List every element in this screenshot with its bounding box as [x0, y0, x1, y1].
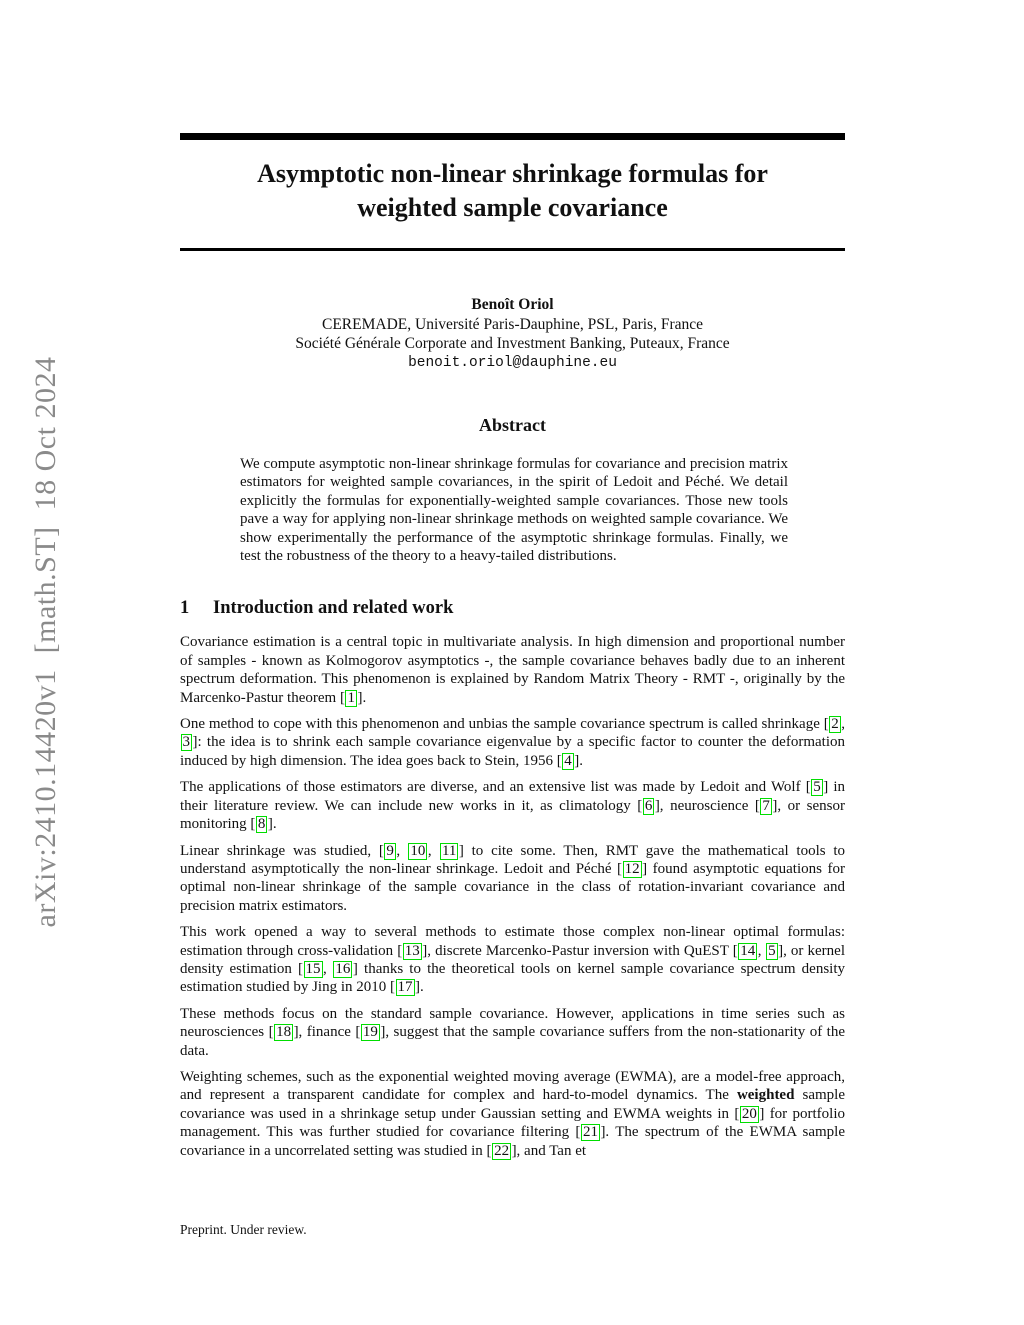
citation-link[interactable]: 18	[276, 1024, 292, 1041]
arxiv-watermark: arXiv:2410.14420v1 [math.ST] 18 Oct 2024	[29, 356, 62, 928]
citation-link[interactable]: 1	[347, 689, 355, 706]
paragraph: This work opened a way to several methods to estimate those complex non-linear optimal formulas: estimation through cross-validation [ 13 ], discrete Marcenko-Pastur inversion with QuEST [ 14 , 5 ], or kernel density estimation [ 15 , 16 ] thanks to the theoretical tools on kernel sample covariance spectrum density estimation studied by Jing in 2010 [ 17 ].	[180, 924, 846, 996]
citation-link[interactable]: 21	[582, 1124, 598, 1141]
paragraph: Weighting schemes, such as the exponential weighted moving average (EWMA), are a model-free approach, and represent a transparent candidate for complex and hard-to-model dynamics. The weighted sample covariance was used in a shrinkage setup under Gaussian setting and EWMA weights in [ 20 ] for portfolio management. This was further studied for covariance filtering [ 21 ]. The spectrum of the EWMA sample covariance in a uncorrelated setting was studied in [ 22 ], and Tan et	[180, 1068, 846, 1159]
citation-link[interactable]: 15	[305, 960, 321, 977]
author-affiliation-1: CEREMADE, Université Paris-Dauphine, PSL, Paris, France	[322, 316, 703, 333]
section-paragraphs	[180, 633, 845, 1160]
paragraph: The applications of those estimators are diverse, and an extensive list was made by Ledoit and Wolf [ 5 ] in their literature review. We can include new works in it, as climatology [ 6 ], neuroscience [ 7 ], or sensor monitoring [ 8 ].	[180, 779, 845, 833]
paper-title-line-2: weighted sample covariance	[357, 193, 668, 222]
abstract-heading: Abstract	[479, 415, 546, 435]
citation-link[interactable]: 16	[335, 960, 351, 977]
citation-link[interactable]: 2	[831, 716, 839, 733]
paragraph: One method to cope with this phenomenon and unbias the sample covariance spectrum is called shrinkage [ 2 , 3 ]: the idea is to shrink each sample covariance eigenvalue by a specific factor to counter the deformation induced by high dimension. The idea goes back to Stein, 1956 [ 4 ].	[180, 716, 845, 769]
citation-link[interactable]: 8	[257, 816, 266, 833]
citation-link[interactable]: 13	[404, 942, 420, 959]
paper-page-content	[180, 0, 845, 1160]
citation-link[interactable]: 11	[441, 842, 457, 859]
section-title: Introduction and related work	[213, 598, 454, 619]
paper-title-line-1: Asymptotic non-linear shrinkage formulas for	[257, 159, 768, 188]
citation-link[interactable]: 10	[410, 842, 426, 859]
author-name: Benoît Oriol	[471, 296, 554, 313]
author-affiliation-2: Société Générale Corporate and Investment Banking, Puteaux, France	[295, 335, 730, 352]
section-heading	[180, 598, 845, 619]
citation-link[interactable]: 7	[762, 797, 770, 814]
paper-title	[180, 157, 845, 225]
author-email: benoit.oriol@dauphine.eu	[408, 355, 617, 371]
citation-link[interactable]: 19	[362, 1024, 378, 1041]
footer-note: Preprint. Under review.	[180, 1222, 307, 1237]
abstract-text: We compute asymptotic non-linear shrinkage formulas for covariance and precision matrix estimators for weighted sample covariances, in the spirit of Ledoit and Péché. We detail explicitly the formulas for exponentially-weighted sample covariances. Those new tools pave a way for applying non-linear shrinkage methods on weighted sample covariance. We show experimentally the performance of the asymptotic shrinkage formulas. Finally, we test the robustness of the theory to a heavy-tailed distributions.	[240, 456, 788, 565]
citation-link[interactable]: 3	[182, 734, 190, 751]
citation-link[interactable]: 17	[397, 979, 413, 996]
bold-text: weighted	[736, 1087, 795, 1104]
section-number: 1	[180, 598, 190, 619]
title-rule-top	[180, 133, 845, 140]
citation-link[interactable]: 5	[768, 942, 776, 959]
author-block	[180, 295, 845, 373]
citation-link[interactable]: 6	[644, 797, 653, 814]
citation-link[interactable]: 20	[741, 1105, 757, 1122]
citation-link[interactable]: 5	[813, 779, 821, 796]
citation-link[interactable]: 14	[740, 942, 756, 959]
paragraph: These methods focus on the standard sample covariance. However, applications in time series such as neurosciences [ 18 ], finance [ 19 ], suggest that the sample covariance suffers from the non-stationarity of the data.	[180, 1005, 845, 1059]
citation-link[interactable]: 9	[386, 842, 394, 859]
paragraph: Covariance estimation is a central topic in multivariate analysis. In high dimension and proportional number of samples - known as Kolmogorov asymptotics -, the sample covariance behaves badly due to an inherent spectrum deformation. This phenomenon is explained by Random Matrix Theory - RMT -, originally by the Marcenko-Pastur theorem [ 1 ].	[180, 634, 845, 706]
title-rule-bottom	[180, 248, 845, 251]
citation-link[interactable]: 12	[624, 860, 640, 877]
citation-link[interactable]: 22	[494, 1142, 510, 1159]
paragraph: Linear shrinkage was studied, [ 9 , 10 , 11 ] to cite some. Then, RMT gave the mathematical tools to understand asymptotically the non-linear shrinkage. Ledoit and Péché [ 12 ] found asymptotic equations for optimal non-linear shrinkage of the sample covariance in the class of rotation-invariant covariance and precision matrix estimators.	[180, 842, 846, 914]
abstract-section	[180, 415, 845, 565]
citation-link[interactable]: 4	[564, 752, 572, 769]
